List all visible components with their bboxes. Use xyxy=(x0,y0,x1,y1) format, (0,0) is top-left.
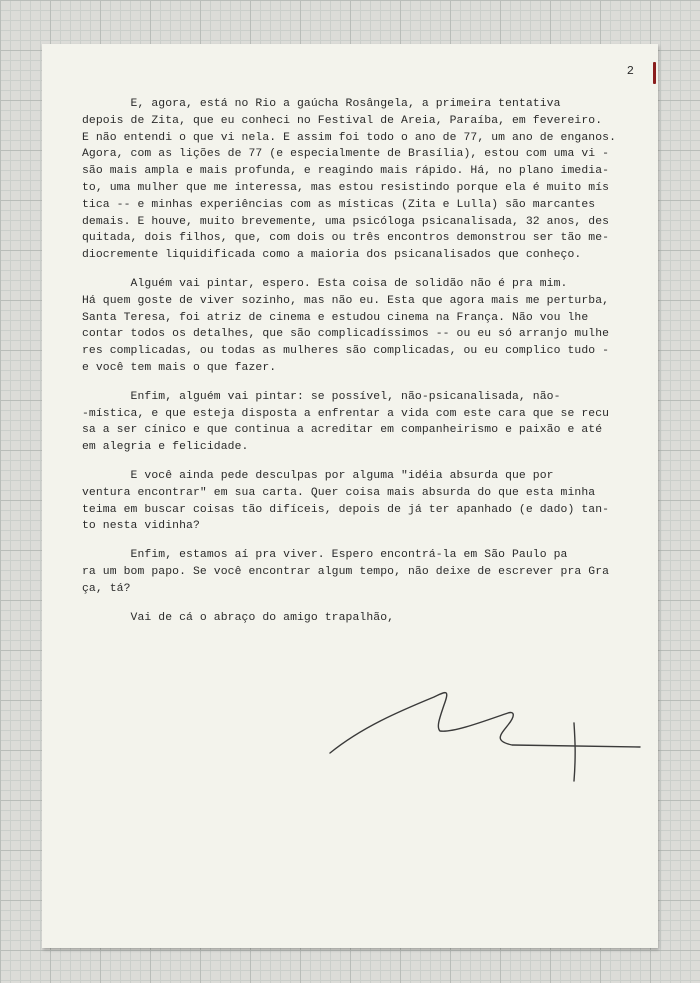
text-line: E não entendi o que vi nela. E assim foi todo o ano de 77, um ano de enganos. xyxy=(82,131,617,144)
text-line: res complicadas, ou todas as mulheres são complicadas, ou eu complico tudo - xyxy=(82,345,610,358)
text-line: são mais ampla e mais profunda, e reagindo mais rápido. Há, no plano imedia- xyxy=(82,165,610,178)
red-tab-mark xyxy=(653,62,656,84)
text-line: Vai de cá o abraço do amigo trapalhão, xyxy=(82,611,395,624)
text-line: Enfim, alguém vai pintar: se possível, não-psicanalisada, não- xyxy=(82,390,561,403)
text-line: E você ainda pede desculpas por alguma "idéia absurda que por xyxy=(82,469,554,482)
text-line: to, uma mulher que me interessa, mas estou resistindo porque ela é muito mís xyxy=(82,181,610,194)
text-line: em alegria e felicidade. xyxy=(82,441,249,454)
paragraph xyxy=(82,610,642,627)
text-line: ventura encontrar" em sua carta. Quer coisa mais absurda do que esta minha xyxy=(82,486,596,499)
text-line: -mística, e que esteja disposta a enfrentar a vida com este cara que se recu xyxy=(82,407,610,420)
text-line: to nesta vidinha? xyxy=(82,520,200,533)
letter-sheet xyxy=(42,44,658,948)
paragraph xyxy=(82,547,642,597)
text-line: contar todos os detalhes, que são complicadíssimos -- ou eu só arranjo mulhe xyxy=(82,328,610,341)
text-line: demais. E houve, muito brevemente, uma psicóloga psicanalisada, 32 anos, des xyxy=(82,215,610,228)
text-line: Alguém vai pintar, espero. Esta coisa de solidão não é pra mim. xyxy=(82,277,568,290)
text-line: teima em buscar coisas tão difíceis, depois de já ter apanhado (e dado) tan- xyxy=(82,503,610,516)
paragraph xyxy=(82,389,642,456)
text-line: quitada, dois filhos, que, com dois ou três encontros demonstrou ser tão me- xyxy=(82,232,610,245)
text-line: Enfim, estamos aí pra viver. Espero encontrá-la em São Paulo pa xyxy=(82,549,568,562)
page-number: 2 xyxy=(626,64,634,78)
paragraph xyxy=(82,96,642,264)
text-line: Agora, com as lições de 77 (e especialmente de Brasília), estou com uma vi - xyxy=(82,148,610,161)
paragraph xyxy=(82,468,642,535)
text-line: tica -- e minhas experiências com as místicas (Zita e Lulla) são marcantes xyxy=(82,198,596,211)
text-line: sa a ser cínico e que continua a acreditar em companheirismo e paixão e até xyxy=(82,424,603,437)
text-line: Há quem goste de viver sozinho, mas não eu. Esta que agora mais me perturba, xyxy=(82,294,610,307)
paragraph xyxy=(82,276,642,377)
text-line: Santa Teresa, foi atriz de cinema e estudou cinema na França. Não vou lhe xyxy=(82,311,589,324)
handwritten-signature xyxy=(322,669,642,789)
text-line: e você tem mais o que fazer. xyxy=(82,361,277,374)
text-line: ça, tá? xyxy=(82,582,131,595)
text-line: diocremente liquidificada como a maioria dos psicanalisados que conheço. xyxy=(82,249,582,262)
text-line: E, agora, está no Rio a gaúcha Rosângela, a primeira tentativa xyxy=(82,98,561,110)
letter-body xyxy=(82,96,642,638)
text-line: ra um bom papo. Se você encontrar algum tempo, não deixe de escrever pra Gra xyxy=(82,565,610,578)
text-line: depois de Zita, que eu conheci no Festival de Areia, Paraíba, em fevereiro. xyxy=(82,114,603,127)
